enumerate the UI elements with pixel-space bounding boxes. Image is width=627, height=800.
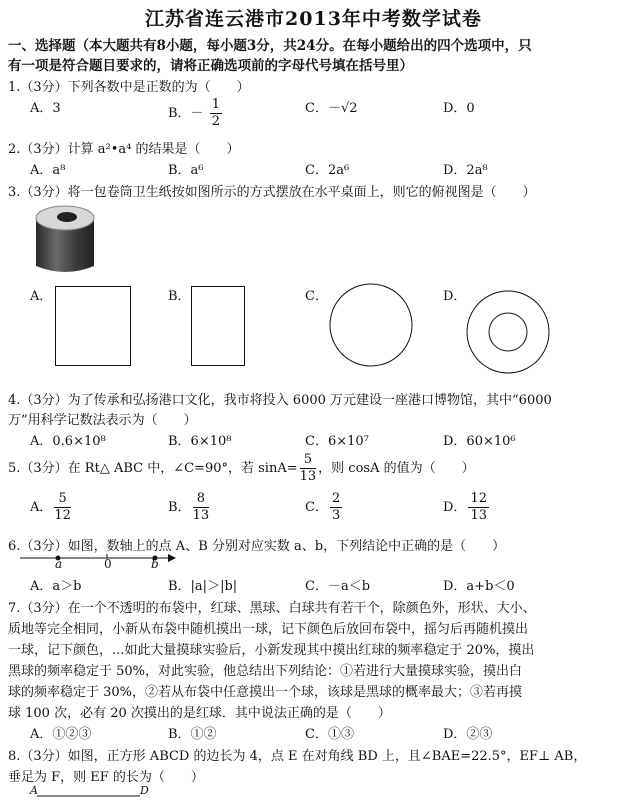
q3-option-b: B． [168, 289, 191, 304]
q6-option-b: B．|a|＞|b| [168, 579, 238, 594]
q5-stem-suffix: ，则 cosA 的值为（ ） [318, 461, 475, 476]
q5-c-denominator: 3 [331, 508, 341, 523]
q3-option-d-ring-shape [466, 290, 550, 374]
q4-option-c: C．6×10⁷ [305, 434, 369, 449]
q2-option-d: D．2a⁸ [443, 163, 488, 178]
q5-option-a-label: A． [30, 500, 53, 515]
page-title: 江苏省连云港市2013年中考数学试卷 [145, 8, 482, 30]
q5-d-numerator: 12 [470, 491, 487, 506]
q5-option-d [443, 491, 491, 524]
q1-option-b-prefix: B．－ [168, 106, 204, 121]
q5-option-b-label: B． [168, 500, 191, 515]
q7-option-c: C．①③ [305, 727, 354, 742]
q5-a-numerator: 5 [54, 491, 71, 508]
question-7-stem-line3: 一球，记下颜色，...如此大量摸球实验后，小新发现其中摸出红球的频率稳定于 20%，摸出 [8, 643, 535, 658]
q3-option-b-rectangle-shape [191, 286, 245, 366]
q6-option-c: C．－a＜b [305, 579, 371, 594]
q1-option-b-fraction [210, 97, 222, 130]
number-line-label-b: b [151, 557, 159, 571]
q5-option-b-fraction [193, 491, 210, 524]
question-8-stem-line1: 8.（3分）如图，正方形 ABCD 的边长为 4，点 E 在对角线 BD 上，且∠BAE=22.5°，EF⊥ AB， [8, 749, 587, 764]
number-line-label-zero: 0 [104, 557, 112, 571]
q2-option-b: B．a⁶ [168, 163, 204, 178]
question-2-stem: 2.（3分）计算 a²•a⁴ 的结果是（ ） [8, 142, 240, 157]
square-figure-top-edge [34, 794, 144, 800]
section-heading-line2: 有一项是符合题目要求的，请将正确选项前的字母代号填在括号里） [8, 58, 413, 74]
q5-option-b [168, 491, 211, 524]
q5-b-numerator: 8 [193, 491, 210, 508]
q5-option-a [30, 491, 73, 524]
question-6-stem: 6.（3分）如图，数轴上的点 A、B 分别对应实数 a、b，下列结论中正确的是（ ） [8, 539, 506, 554]
q5-option-c-label: C． [305, 500, 328, 515]
question-8-stem-line2: 垂足为 F，则 EF 的长为（ ） [8, 770, 204, 785]
q3-option-c-circle-shape [329, 283, 413, 367]
q5-a-denominator: 12 [54, 508, 71, 523]
q3-option-a: A． [30, 289, 53, 304]
question-3-stem: 3.（3分）将一包卷筒卫生纸按如图所示的方式摆放在水平桌面上，则它的俯视图是（ ） [8, 185, 536, 200]
q4-option-b: B．6×10⁸ [168, 434, 232, 449]
q5-c-numerator: 2 [331, 491, 341, 506]
q5-stem-prefix: 5.（3分）在 Rt△ ABC 中，∠C=90°，若 sinA= [8, 461, 298, 476]
section-heading-line1: 一、选择题（本大题共有8小题，每小题3分，共24分。在每小题给出的四个选项中，只 [8, 38, 532, 54]
q3-option-a-square-shape [55, 286, 131, 366]
q1-option-c: C．－√2 [305, 101, 358, 116]
q5-sin-numerator: 5 [300, 452, 317, 469]
question-7-stem-line1: 7.（3分）在一个不透明的布袋中，红球、黑球、白球共有若干个，除颜色外，形状、大小、 [8, 601, 536, 616]
q2-option-a: A．a⁸ [30, 163, 66, 178]
q7-option-d: D．②③ [443, 727, 493, 742]
q5-d-denominator: 13 [470, 508, 487, 523]
q1-option-b [168, 97, 224, 130]
q1-b-denominator: 2 [211, 114, 220, 129]
q1-option-a: A．3 [30, 101, 61, 116]
q1-b-numerator: 1 [211, 97, 220, 112]
q5-option-d-label: D． [443, 500, 467, 515]
q3-option-d: D． [443, 289, 467, 304]
question-1-stem: 1.（3分）下列各数中是正数的为（ ） [8, 80, 250, 95]
question-4-stem-line2: 万”用科学记数法表示为（ ） [8, 413, 197, 428]
q7-option-a: A．①②③ [30, 727, 92, 742]
q5-sin-fraction [300, 452, 317, 485]
q5-option-c [305, 491, 344, 524]
question-7-stem-line4: 黑球的频率稳定于 50%，对此实验，他总结出下列结论：①若进行大量摸球实验，摸出白 [8, 664, 523, 679]
q6-option-a: A．a＞b [30, 579, 82, 594]
square-vertex-label-a: A [30, 784, 38, 797]
question-5-stem [8, 452, 475, 485]
square-vertex-label-d: D [140, 784, 149, 797]
q5-sin-denominator: 13 [299, 469, 317, 484]
question-4-stem-line1: 4.（3分）为了传承和弘扬港口文化，我市将投入 6000 万元建设一座港口博物馆，其中“6000 [8, 393, 552, 408]
toilet-paper-roll-image [34, 204, 96, 276]
q5-option-d-fraction [468, 491, 489, 524]
q3-option-c: C． [305, 289, 328, 304]
q1-option-d: D．0 [443, 101, 475, 116]
q7-option-b: B．①② [168, 727, 217, 742]
q4-option-d: D．60×10⁶ [443, 434, 516, 449]
question-7-stem-line2: 质地等完全相同，小新从布袋中随机摸出一球，记下颜色后放回布袋中，摇匀后再随机摸出 [8, 622, 529, 637]
q4-option-a: A．0.6×10⁸ [30, 434, 106, 449]
q6-option-d: D．a+b＜0 [443, 579, 515, 594]
number-line-label-a: a [55, 557, 63, 571]
q2-option-c: C．2a⁶ [305, 163, 350, 178]
q5-option-a-fraction [54, 491, 71, 524]
question-7-stem-line5: 球的频率稳定于 30%，②若从布袋中任意摸出一个球，该球是黑球的概率最大；③若再摸 [8, 685, 523, 700]
q5-b-denominator: 13 [192, 508, 210, 523]
question-7-stem-line6: 球 100 次，必有 20 次摸出的是红球．其中说法正确的是（ ） [8, 706, 391, 721]
q5-option-c-fraction [330, 491, 342, 524]
